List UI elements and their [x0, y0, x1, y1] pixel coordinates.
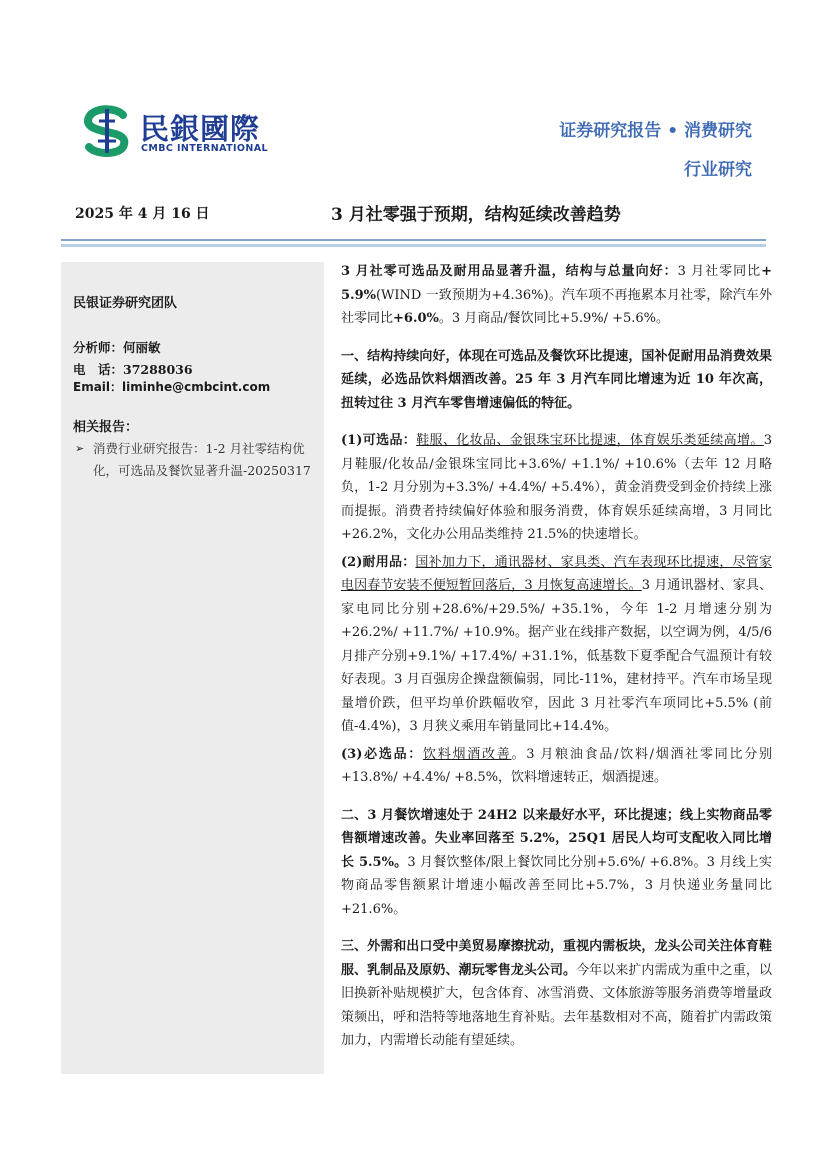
- section1-durable-goods: (2)耐用品：国补加力下，通讯器材、家具类、汽车表现环比提速，尽管家电因春节安装不便短暂回落后，3 月恢复高速增长。3 月通讯器材、家具、家电同比分别+28.6%/+29.5%/ +35.1%，今年 1-2 月增速分别为+26.2%/ +11.7%/ +10.9%。据产业在线排产数据，以空调为例，4/5/6 月排产分别+9.1%/ +17.4%/ +31.1%，低基数下夏季配合气温预计有较好表现。3 月百强房企操盘额偏弱，同比-11%，建材持平。汽车市场呈现量增价跌，但平均单价跌幅收窄，因此 3 月社零汽车项同比+5.5% (前值-4.4%)，3 月狭义乘用车销量同比+14.4%。: [341, 554, 773, 734]
- report-body: [341, 260, 772, 1057]
- company-logo: [78, 105, 288, 157]
- research-team: 民银证券研究团队: [73, 296, 178, 311]
- section1-optional-goods: (1)可选品：鞋服、化妆品、金银珠宝环比提速，体育娱乐类延续高增。3 月鞋服/化妆品/金银珠宝同比+3.6%/ +1.1%/ +10.6%（去年 12 月略负，1-2 月分别为+3.3%/ +4.4%/ +5.4%），黄金消费受到金价持续上涨而提振。消费者持续偏好体验和服务消费，体育娱乐延续高增，3 月同比+26.2%，文化办公用品类维持 21.5%的快速增长。: [341, 433, 772, 542]
- analyst-email: Email：liminhe@cmbcint.com: [73, 380, 271, 394]
- section1-heading: 一、结构持续向好，体现在可选品及餐饮环比提速，国补促耐用品消费效果延续，必选品饮料烟酒改善。25 年 3 月汽车同比增速为近 10 年次高，扭转过往 3 月汽车零售增速偏低的特征。: [341, 348, 772, 411]
- logo-chinese-name: 民銀國際: [140, 112, 261, 146]
- related-report-link[interactable]: 消费行业研究报告：1-2 月社零结构优化，可选品及餐饮显著升温-20250317: [93, 441, 311, 478]
- section2-paragraph: 二、3 月餐饮增速处于 24H2 以来最好水平，环比提速；线上实物商品零售额增速改善。失业率回落至 5.2%，25Q1 居民人均可支配收入同比增长 5.5%。3 月餐饮整体/限上餐饮同比分别+5.6%/ +6.8%。3 月线上实物商品零售额累计增速小幅改善至同比+5.7%，3 月快递业务量同比+21.6%。: [341, 807, 772, 917]
- report-date: 2025 年 4 月 16 日: [75, 206, 210, 222]
- summary-paragraph: 3 月社零可选品及耐用品显著升温，结构与总量向好：3 月社零同比+ 5.9%(WIND 一致预期为+4.36%)。汽车项不再拖累本月社零，除汽车外社零同比+6.0%。3 月商品/餐饮同比+5.9%/ +5.6%。: [341, 264, 773, 326]
- analyst-name: 分析师：何丽敏: [73, 340, 161, 355]
- logo-english-name: CMBC INTERNATIONAL: [141, 143, 268, 154]
- report-category: 行业研究: [684, 160, 752, 180]
- cmbc-logo-icon: [78, 105, 136, 157]
- header-divider: [61, 239, 766, 241]
- analyst-phone: 电 话：37288036: [73, 362, 193, 377]
- report-title: 3 月社零强于预期，结构延续改善趋势: [331, 205, 621, 225]
- related-reports-heading: 相关报告：: [73, 420, 139, 435]
- header-divider-light: [61, 244, 766, 247]
- section1-essential-goods: (3)必选品：饮料烟酒改善。3 月粮油食品/饮料/烟酒社零同比分别+13.8%/ +4.4%/ +8.5%，饮料增速转正，烟酒提速。: [341, 746, 772, 785]
- arrow-bullet-icon: ➢: [75, 442, 85, 455]
- sidebar: [61, 262, 324, 1074]
- section3-paragraph: 三、外需和出口受中美贸易摩擦扰动，重视内需板块，龙头公司关注体育鞋服、乳制品及原奶、潮玩零售龙头公司。今年以来扩内需成为重中之重，以旧换新补贴规模扩大，包含体育、冰雪消费、文体旅游等服务消费等增量政策频出，呼和浩特等地落地生育补贴。去年基数相对不高，随着扩内需政策加力，内需增长动能有望延续。: [341, 939, 772, 1048]
- report-type: 证券研究报告 • 消费研究: [559, 121, 752, 141]
